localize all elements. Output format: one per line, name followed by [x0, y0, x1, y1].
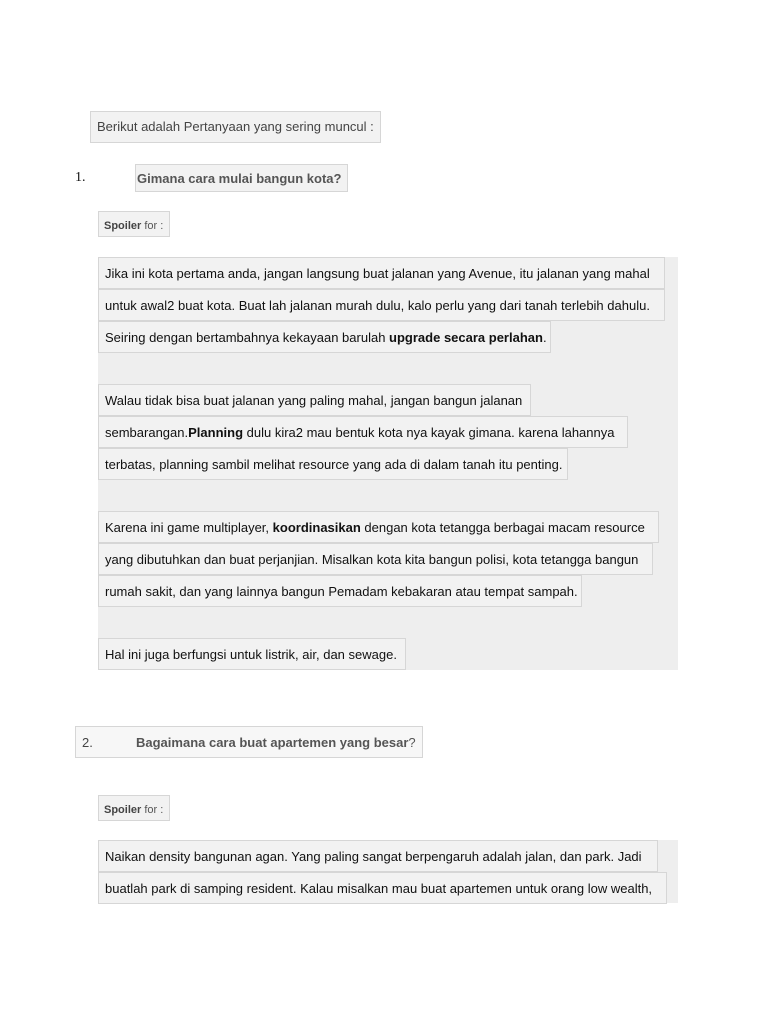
- answer-2-line: Naikan density bangunan agan. Yang paling sangat berpengaruh adalah jalan, dan park. Jadi: [98, 840, 658, 872]
- question-2-title-text: Bagaimana cara buat apartemen yang besar: [136, 735, 409, 750]
- spoiler-label: Spoiler: [104, 220, 142, 232]
- question-2-title: [135, 726, 423, 758]
- question-1-number: 1.: [75, 170, 86, 185]
- answer-1-line: yang dibutuhkan dan buat perjanjian. Misalkan kota kita bangun polisi, kota tetangga bangun: [98, 543, 653, 575]
- spoiler-for-label: for :: [141, 804, 164, 816]
- answer-1-line: [98, 416, 628, 448]
- answer-1-line: Walau tidak bisa buat jalanan yang paling mahal, jangan bangun jalanan: [98, 384, 531, 416]
- spoiler-1-button[interactable]: [98, 211, 170, 237]
- answer-1-line: [98, 511, 659, 543]
- line-emphasis: Planning: [188, 425, 244, 440]
- line-text: .: [542, 330, 547, 345]
- line-text: Karena ini game multiplayer,: [105, 520, 273, 535]
- answer-1-line: rumah sakit, dan yang lainnya bangun Pemadam kebakaran atau tempat sampah.: [98, 575, 582, 607]
- line-text: Seiring dengan bertambahnya kekayaan barulah: [105, 330, 390, 345]
- faq-intro: Berikut adalah Pertanyaan yang sering muncul :: [90, 111, 381, 143]
- line-text: dengan kota tetangga berbagai macam resource: [360, 520, 645, 535]
- line-emphasis: koordinasikan: [272, 520, 361, 535]
- answer-1-line: terbatas, planning sambil melihat resource yang ada di dalam tanah itu penting.: [98, 448, 568, 480]
- spoiler-label: Spoiler: [104, 804, 142, 816]
- answer-1-line: Hal ini juga berfungsi untuk listrik, air, dan sewage.: [98, 638, 406, 670]
- line-emphasis: upgrade secara perlahan: [389, 330, 543, 345]
- spoiler-for-label: for :: [141, 220, 164, 232]
- question-2-title-mark: ?: [408, 735, 416, 750]
- question-1-title: Gimana cara mulai bangun kota?: [135, 164, 348, 192]
- line-text: dulu kira2 mau bentuk kota nya kayak gimana. karena lahannya: [243, 425, 615, 440]
- answer-1-line: [98, 321, 551, 353]
- answer-1-line: Jika ini kota pertama anda, jangan langsung buat jalanan yang Avenue, itu jalanan yang mahal: [98, 257, 665, 289]
- answer-2-line: buatlah park di samping resident. Kalau misalkan mau buat apartemen untuk orang low wealth,: [98, 872, 667, 904]
- question-2-number: 2.: [75, 726, 137, 758]
- line-text: sembarangan.: [105, 425, 189, 440]
- answer-1-line: untuk awal2 buat kota. Buat lah jalanan murah dulu, kalo perlu yang dari tanah terlebih dahulu.: [98, 289, 665, 321]
- spoiler-2-button[interactable]: [98, 795, 170, 821]
